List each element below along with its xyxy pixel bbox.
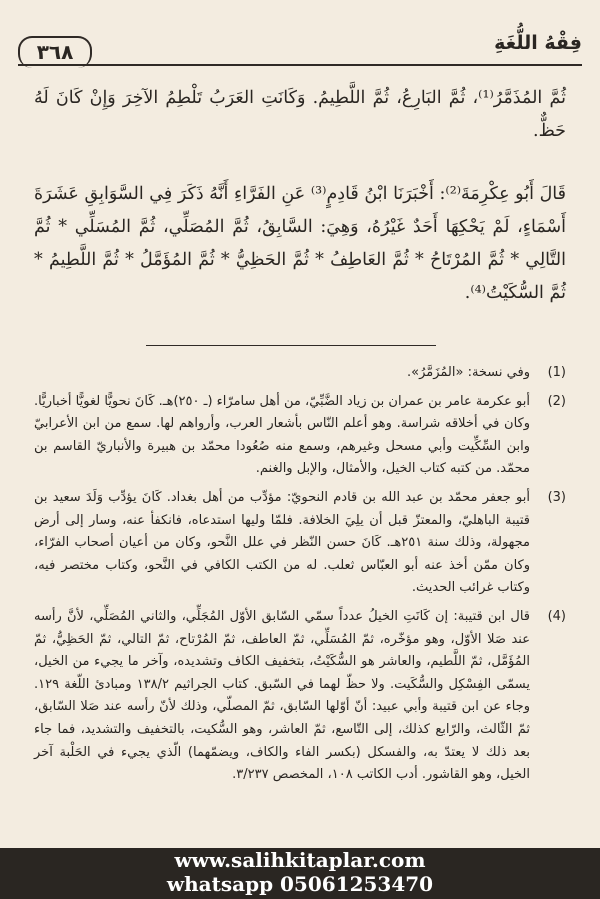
footnote-number: (2) xyxy=(547,393,566,409)
footnote-number: (4) xyxy=(547,608,566,624)
footnote-number: (1) xyxy=(547,365,566,380)
footnote-text: قال ابن قتيبة: إن كَانَتِ الخيلُ عدداً سمّي السّابق الأوّل المُجَلِّي، والثاني المُصَلِّي، لأنَّ رأسه عند صَلا الأوّل، وهو مؤخّره، ثمّ المُسَلِّي، ثمّ العاطف، ثمّ المُرْتاح، ثمّ التالي، ثمّ الحَظِيُّ، ثمّ المُؤَمَّل، ثمّ اللَّطيم، والعاشر هو السُّكَيْتُ، بتخفيف الكاف وتشديده، وآخر ما يجيء من الخيل، يسمّى الفِسْكِل والسُّكَيت. ولا حظّ لهما في السّبق. كتاب الجراثيم ١٣٨/٢ ومبادئ اللّغة ١٢٩. وجاء عن ابن قتيبة وأبي عبيد: أنّ أوّلها السّابق، ثمّ المصلّي، وذلك لأنّ رأسه عند صَلا السّابق، ثمّ الثّالث، والرّابع كذلك، إلى التّاسع، ثمّ العاشر، وهو السُّكيت، بالتخفيف والتشديد، فما جاء بعد ذلك لا يعتدّ به، والفسكل (بكسر الفاء والكاف، ويضمّهما) الّذي يجيء في الحَلْبة آخر الخيل، وهو القاشور. أدب الكاتب ١٠٨، المخصص ٣/٢٣٧. xyxy=(34,608,530,783)
footnote-text: أبو جعفر محمّد بن عبد الله بن قادم النحويّ: مؤدِّب من أهل بغداد. كَانَ يؤدِّب وَلَدَ سعيد بن قتيبة الباهليّ، والمعتزّ قبل أن يلِيَ الخلافة. فلمّا وليها استدعاه، فانكفأ عنه، وسار إلى أرض مجهولة، وذلك سنة ٢٥١هـ. كَانَ حسن النّظر في علل النَّحو، وكان من أعيان أصحاب الفرّاء، وكان ممّن أخذ عنه أبو العبّاس ثعلب. له من الكتب الكافي في النَّحو، وكتاب مختصر فيه، وكتاب غرائب الحديث. xyxy=(34,489,531,596)
footnote-3 xyxy=(34,487,566,600)
footnote-4 xyxy=(34,606,566,787)
footnotes xyxy=(34,362,566,793)
seller-watermark xyxy=(0,848,600,899)
main-paragraph-1: ثُمَّ المُذَمَّرُ⁽¹⁾، ثُمَّ البَارِعُ، ثُمَّ اللَّطِيمُ. وَكَانَتِ العَرَبُ تَلْطِمُ الآخِرَ وَإِنْ كَانَ لَهُ حَظٌّ. xyxy=(34,88,566,141)
footnote-1 xyxy=(34,362,566,385)
page-header xyxy=(18,28,582,68)
watermark-whatsapp: whatsapp 05061253470 xyxy=(166,872,434,896)
main-paragraph-2: قَالَ أَبُو عِكْرِمَةَ⁽²⁾: أَخْبَرَنَا ابْنُ قَادِمٍ⁽³⁾ عَنِ الفَرَّاءِ أَنَّهُ ذَكَرَ فِي السَّوَابِقِ عَشَرَةَ أَسْمَاءٍ، لَمْ يَحْكِهَا أَحَدٌ غَيْرُهُ، وَهِيَ: السَّابِقُ، ثُمَّ المُصَلِّي، ثُمَّ المُسَلِّي * ثُمَّ التَّالِي * ثُمَّ المُرْتَاحُ * ثُمَّ العَاطِفُ * ثُمَّ الحَظِيُّ * ثُمَّ المُؤَمَّلُ * ثُمَّ اللَّطِيمُ * ثُمَّ السُّكَيْتُ⁽⁴⁾. xyxy=(34,184,566,303)
main-text xyxy=(34,82,566,340)
footnote-text: وفي نسخة: «المُزَمَّرُ». xyxy=(407,365,530,380)
footnote-text: أبو عكرمة عامر بن عمران بن زياد الضَّبِّيّ، من أهل سامرّاء (ـ ٢٥٠)هـ. كَانَ نحويًّا لغويًّا أخباريًّا. وكان في أخلاقه شراسة. وهو أعلم النّاس بأشعار العرب، وأرواهم لها. سمع من ابن الأعرابيّ وابن السِّكِّيت وأبي مسحل وغيرهم، وسمع منه صُعُودا محمّد بن هبيرة والأنباريّ القاسم بن محمّد. من كتبه كتاب الخيل، والأمثال، والإبل والغنم. xyxy=(34,393,530,477)
footnote-2 xyxy=(34,391,566,481)
header-rule xyxy=(18,64,582,66)
running-title: فِقْهُ اللُّغَةِ xyxy=(494,32,582,54)
page-number: ٣٦٨ xyxy=(18,36,92,68)
footnote-separator xyxy=(146,345,436,346)
watermark-website: www.salihkitaplar.com xyxy=(174,848,426,872)
footnote-number: (3) xyxy=(547,489,566,505)
